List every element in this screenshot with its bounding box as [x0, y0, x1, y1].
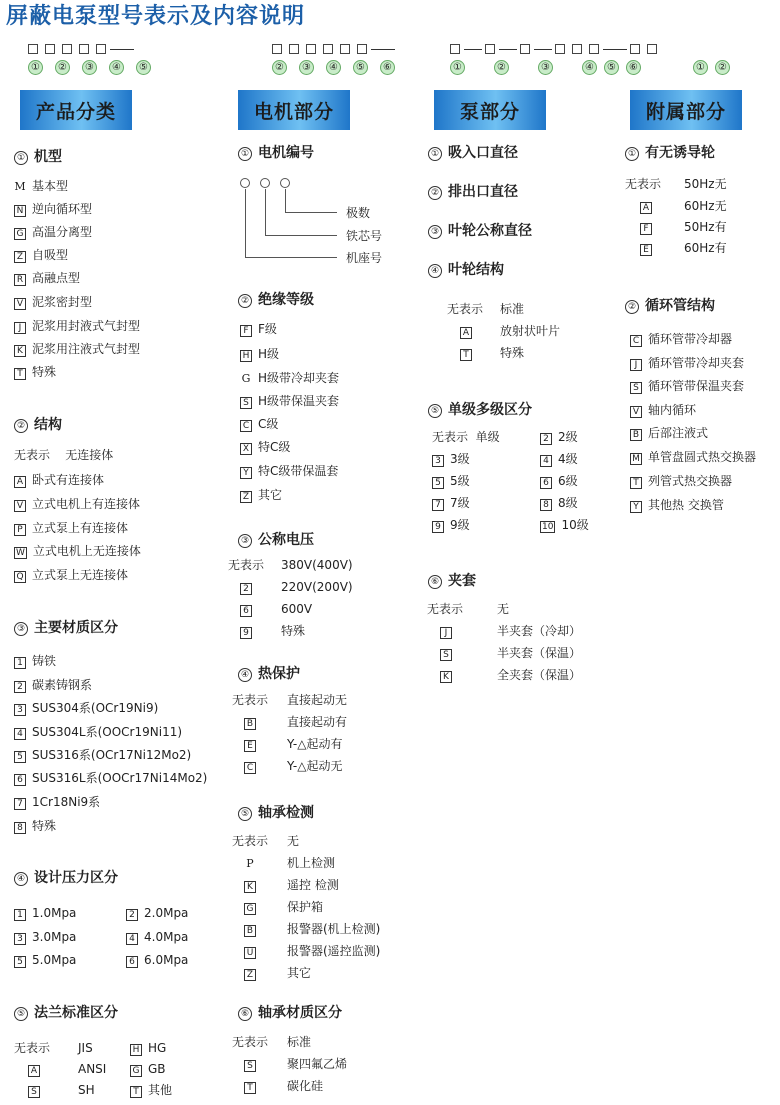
list-item: ANSI: [78, 1062, 107, 1076]
list-item: 7 7级: [432, 497, 470, 511]
code-number: ①: [693, 60, 708, 75]
list-item: T 列管式热交换器: [630, 475, 732, 489]
list-item: 9: [240, 625, 258, 639]
code-number: ③: [538, 60, 553, 75]
list-item: A: [460, 325, 478, 339]
list-item: 380V(400V): [281, 558, 353, 572]
list-item: J 泥浆用封液式气封型: [14, 320, 140, 334]
section-title: ② 绝缘等级: [238, 293, 314, 308]
list-item: Y-△起动有: [287, 737, 343, 751]
list-item: 50Hz无: [684, 177, 727, 191]
code-dash: [110, 49, 134, 50]
list-item: Z 自吸型: [14, 249, 68, 263]
code-group-3: [450, 42, 664, 56]
section-title: ② 结构: [14, 418, 62, 433]
code-box: [272, 44, 282, 54]
list-item: 60Hz无: [684, 199, 727, 213]
list-item: 无表示: [447, 302, 484, 316]
list-item: 无表示: [625, 177, 662, 191]
list-item: Z: [244, 967, 262, 981]
list-item: 无表示: [232, 1035, 269, 1049]
code-box: [485, 44, 495, 54]
list-item: S: [28, 1084, 46, 1098]
diagram-label: 机座号: [346, 251, 383, 265]
list-item: 50Hz有: [684, 220, 727, 234]
code-number: ②: [55, 60, 70, 75]
code-number: ④: [109, 60, 124, 75]
diagram-line: [285, 189, 286, 212]
list-item: 4 SUS304L系(OOCr19Ni11): [14, 726, 182, 740]
list-item: 2: [240, 581, 258, 595]
header-product: 产品分类: [20, 90, 132, 130]
section-title: ③ 叶轮公称直径: [428, 224, 532, 239]
list-item: 1 1.0Mpa: [14, 907, 76, 921]
list-item: 无表示 无连接体: [14, 448, 114, 462]
list-item: 无表示: [228, 558, 265, 572]
list-item: C C级: [240, 418, 278, 432]
list-item: A: [640, 200, 658, 214]
code-dash: [603, 49, 627, 50]
section-title: ① 机型: [14, 150, 62, 165]
list-item: 6 6.0Mpa: [126, 954, 188, 968]
code-number: ②: [494, 60, 509, 75]
list-item: S: [244, 1058, 262, 1072]
code-box: [520, 44, 530, 54]
code-box: [340, 44, 350, 54]
diagram-label: 极数: [346, 206, 371, 220]
list-item: 8 特殊: [14, 820, 56, 834]
header-motor: 电机部分: [238, 90, 350, 130]
code-number: ③: [82, 60, 97, 75]
code-group-1: [28, 42, 137, 56]
list-item: 无: [497, 602, 510, 616]
list-item: 全夹套（保温）: [497, 668, 582, 682]
list-item: 2 碳素铸钢系: [14, 679, 92, 693]
header-pump: 泵部分: [434, 90, 546, 130]
list-item: 600V: [281, 602, 313, 616]
code-box: [555, 44, 565, 54]
diagram-line: [265, 235, 337, 236]
list-item: K: [244, 879, 262, 893]
list-item: 4 4.0Mpa: [126, 931, 188, 945]
code-number: ①: [28, 60, 43, 75]
list-item: P: [246, 857, 254, 870]
list-item: B: [244, 923, 262, 937]
list-item: SH: [78, 1083, 95, 1097]
list-item: V 泥浆密封型: [14, 296, 92, 310]
code-dash: [464, 49, 482, 50]
list-item: 4 4级: [540, 453, 578, 467]
code-number: ③: [299, 60, 314, 75]
code-dash: [534, 49, 552, 50]
code-box: [28, 44, 38, 54]
list-item: 保护箱: [287, 900, 324, 914]
list-item: U: [244, 945, 262, 959]
list-item: G GB: [130, 1063, 166, 1077]
list-item: 放射状叶片: [500, 324, 561, 338]
list-item: V 轴内循环: [630, 404, 696, 418]
list-item: S 循环管带保温夹套: [630, 380, 744, 394]
list-item: M 单管盘圆式热交换器: [630, 451, 756, 465]
header-accessory: 附属部分: [630, 90, 742, 130]
list-item: 5 SUS316系(OCr17Ni12Mo2): [14, 749, 191, 763]
list-item: 5 5级: [432, 475, 470, 489]
list-item: F F级: [240, 323, 277, 337]
list-item: J: [440, 625, 458, 639]
code-number: ⑤: [353, 60, 368, 75]
diagram-circle: [240, 178, 250, 188]
code-box: [306, 44, 316, 54]
list-item: Q 立式泵上无连接体: [14, 569, 128, 583]
list-item: B: [244, 716, 262, 730]
list-item: Y 其他热 交换管: [630, 499, 724, 513]
section-title: ③ 主要材质区分: [14, 621, 118, 636]
code-box: [45, 44, 55, 54]
list-item: 无: [287, 834, 300, 848]
section-title: ⑤ 单级多级区分: [428, 403, 532, 418]
section-title: ⑥ 轴承材质区分: [238, 1006, 342, 1021]
list-item: X 特C级: [240, 441, 290, 455]
section-title: ③ 公称电压: [238, 533, 314, 548]
list-item: Y 特C级带保温套: [240, 465, 338, 479]
code-number: ①: [450, 60, 465, 75]
code-box: [96, 44, 106, 54]
list-item: K 泥浆用注液式气封型: [14, 343, 140, 357]
list-item: H HG: [130, 1042, 166, 1056]
list-item: E: [244, 738, 262, 752]
code-box: [323, 44, 333, 54]
list-item: F: [640, 221, 658, 235]
code-number: ④: [326, 60, 341, 75]
code-box: [62, 44, 72, 54]
list-item: N 逆向循环型: [14, 203, 92, 217]
code-box: [647, 44, 657, 54]
list-item: V 立式电机上有连接体: [14, 498, 140, 512]
list-item: 2 2.0Mpa: [126, 907, 188, 921]
list-item: E: [640, 242, 658, 256]
list-item: 1 铸铁: [14, 655, 56, 669]
list-item: 220V(200V): [281, 580, 353, 594]
list-item: 5 5.0Mpa: [14, 954, 76, 968]
list-item: T: [244, 1080, 262, 1094]
list-item: 7 1Cr18Ni9系: [14, 796, 100, 810]
code-number: ④: [582, 60, 597, 75]
list-item: K: [440, 669, 458, 683]
list-item: A: [28, 1063, 46, 1077]
list-item: G 高温分离型: [14, 226, 92, 240]
code-box: [630, 44, 640, 54]
list-item: Y-△起动无: [287, 759, 343, 773]
code-group-2: [272, 42, 398, 56]
list-item: J 循环管带冷却夹套: [630, 357, 744, 371]
code-box: [589, 44, 599, 54]
list-item: 机上检测: [287, 856, 336, 870]
list-item: 6: [240, 603, 258, 617]
section-title: ④ 设计压力区分: [14, 871, 118, 886]
list-item: 标准: [287, 1035, 312, 1049]
code-box: [572, 44, 582, 54]
list-item: 特殊: [500, 346, 525, 360]
list-item: 无表示: [427, 602, 464, 616]
code-number: ⑤: [136, 60, 151, 75]
list-item: 碳化硅: [287, 1079, 324, 1093]
diagram-line: [265, 189, 266, 235]
list-item: A 卧式有连接体: [14, 474, 104, 488]
list-item: B 后部注液式: [630, 427, 708, 441]
list-item: 8 8级: [540, 497, 578, 511]
section-title: ④ 热保护: [238, 667, 300, 682]
code-dash: [371, 49, 395, 50]
list-item: JIS: [78, 1041, 93, 1055]
diagram-line: [245, 189, 246, 257]
list-item: S H级带保温夹套: [240, 395, 339, 409]
code-box: [289, 44, 299, 54]
list-item: 遥控 检测: [287, 878, 339, 892]
section-title: ① 电机编号: [238, 146, 314, 161]
list-item: W 立式电机上无连接体: [16, 544, 141, 558]
code-box: [357, 44, 367, 54]
list-item: 直接起动有: [287, 715, 348, 729]
list-item: M 基本型: [14, 179, 69, 193]
list-item: 9 9级: [432, 519, 470, 533]
list-item: 半夹套（冷却）: [497, 624, 582, 638]
section-title: ⑤ 法兰标准区分: [14, 1006, 118, 1021]
list-item: T 其他: [130, 1084, 172, 1098]
list-item: T 特殊: [14, 366, 56, 380]
list-item: 特殊: [281, 624, 306, 638]
list-item: G H级带冷却夹套: [241, 371, 340, 385]
list-item: 无表示 单级: [432, 430, 500, 444]
code-box: [79, 44, 89, 54]
section-title: ⑥ 夹套: [428, 574, 476, 589]
list-item: 6 6级: [540, 475, 578, 489]
diagram-line: [285, 212, 337, 213]
section-title: ④ 叶轮结构: [428, 263, 504, 278]
list-item: 报警器(遥控监测): [287, 944, 381, 958]
list-item: 无表示: [232, 693, 269, 707]
list-item: Z 其它: [240, 489, 282, 503]
code-number: ②: [715, 60, 730, 75]
list-item: 标准: [500, 302, 525, 316]
list-item: 直接起动无: [287, 693, 348, 707]
list-item: P 立式泵上有连接体: [14, 522, 128, 536]
code-number: ⑥: [380, 60, 395, 75]
list-item: C 循环管带冷却器: [630, 333, 732, 347]
list-item: 6 SUS316L系(OOCr17Ni14Mo2): [14, 772, 207, 786]
section-title: ② 排出口直径: [428, 185, 518, 200]
code-number: ⑥: [626, 60, 641, 75]
list-item: G: [244, 901, 262, 915]
diagram-circle: [280, 178, 290, 188]
list-item: 60Hz有: [684, 241, 727, 255]
diagram-line: [245, 257, 337, 258]
list-item: 报警器(机上检测): [287, 922, 381, 936]
list-item: 3 3级: [432, 453, 470, 467]
diagram-label: 铁芯号: [346, 229, 383, 243]
list-item: H H级: [240, 348, 279, 362]
section-title: ① 有无诱导轮: [625, 146, 715, 161]
list-item: 无表示: [14, 1041, 51, 1055]
code-number: ②: [272, 60, 287, 75]
list-item: 半夹套（保温）: [497, 646, 582, 660]
code-dash: [499, 49, 517, 50]
list-item: 10 10级: [542, 518, 589, 532]
list-item: 无表示: [232, 834, 269, 848]
list-item: C: [244, 760, 262, 774]
list-item: 3 SUS304系(OCr19Ni9): [14, 702, 158, 716]
list-item: T: [460, 347, 478, 361]
section-title: ② 循环管结构: [625, 299, 715, 314]
list-item: 聚四氟乙烯: [287, 1057, 348, 1071]
section-title: ① 吸入口直径: [428, 146, 518, 161]
page-title: 屏蔽电泵型号表示及内容说明: [6, 4, 306, 29]
list-item: 其它: [287, 966, 312, 980]
diagram-circle: [260, 178, 270, 188]
section-title: ⑤ 轴承检测: [238, 806, 314, 821]
list-item: S: [440, 647, 458, 661]
code-number: ⑤: [604, 60, 619, 75]
list-item: R 高融点型: [14, 272, 80, 286]
list-item: 2 2级: [540, 431, 578, 445]
list-item: 3 3.0Mpa: [14, 931, 76, 945]
code-box: [450, 44, 460, 54]
